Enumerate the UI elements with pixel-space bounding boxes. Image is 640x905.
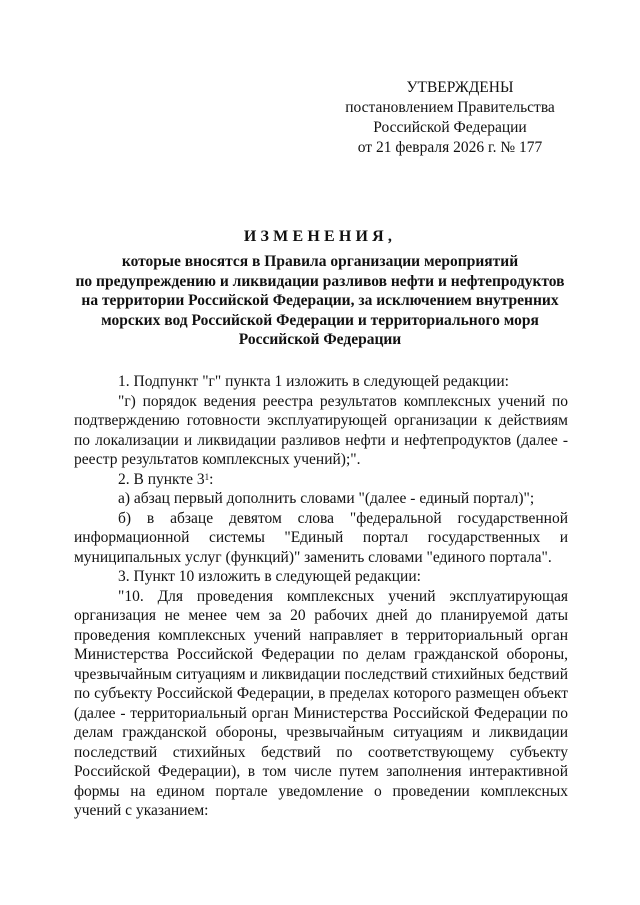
document-subtitle [70, 252, 570, 350]
approval-date: от 21 февраля 2026 г. № 177 [357, 139, 543, 156]
document-body [74, 372, 568, 821]
paragraph-3-text: 2. В пункте 3 [118, 470, 205, 488]
subtitle-line: морских вод Российской Федерации и территориального моря [101, 311, 539, 329]
subtitle-line: которые вносятся в Правила организации мероприятий [121, 253, 519, 270]
approval-status: УТВЕРЖДЕНЫ [406, 79, 514, 96]
subtitle-line: по предупреждению и ликвидации разливов нефти и нефтепродуктов [75, 272, 565, 290]
paragraph-3 [74, 470, 568, 490]
approval-authority: постановлением Правительства [345, 99, 555, 116]
superscript: 1 [204, 471, 210, 482]
subtitle-line: Российской Федерации [238, 331, 402, 348]
paragraph-5: б) в абзаце девятом слова "федеральной государственной информационной системы "Единый портал государственных и муниципальных услуг (функций)" заменить словами "единого портала". [74, 509, 568, 566]
paragraph-7: "10. Для проведения комплексных учений эксплуатирующая организация не менее чем за 20 рабочих дней до планируемой даты проведения комплексных учений направляет в территориальный орган Министерства Российской Федерации по делам гражданской обороны, чрезвычайным ситуациям и ликвидации последствий стихийных бедствий по субъекту Российской Федерации, в пределах которого размещен объект (далее - территориальный орган Министерства Российской Федерации по делам гражданской обороны, чрезвычайным ситуациям и ликвидации последствий стихийных бедствий по соответствующему субъекту Российской Федерации), в том числе путем заполнения интерактивной формы на едином портале уведомление о проведении комплексных учений с указанием: [74, 587, 568, 819]
subtitle-line: на территории Российской Федерации, за исключением внутренних [81, 292, 559, 309]
approval-country: Российской Федерации [373, 119, 527, 136]
paragraph-1: 1. Подпункт "г" пункта 1 изложить в следующей редакции: [118, 373, 509, 390]
paragraph-2: "г) порядок ведения реестра результатов комплексных учений по подтверждению готовности эксплуатирующей организации к действиям по локализации и ликвидации разливов нефти и нефтепродуктов (далее - реестр результатов комплексных учений);". [74, 392, 568, 468]
approval-block [330, 78, 570, 158]
paragraph-3-colon: : [209, 470, 214, 488]
paragraph-4: а) абзац первый дополнить словами "(далее - единый портал)"; [118, 490, 535, 507]
paragraph-6: 3. Пункт 10 изложить в следующей редакции: [118, 568, 421, 585]
document-heading: ИЗМЕНЕНИЯ, [243, 228, 397, 245]
